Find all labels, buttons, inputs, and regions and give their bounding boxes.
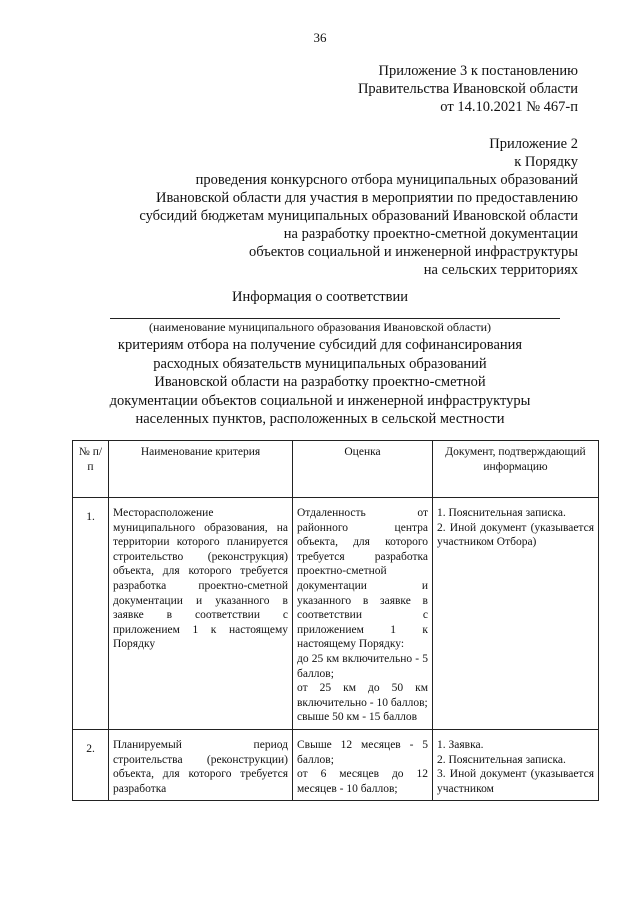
score-line: от 25 км до 50 км включительно - 10 баллов;: [297, 682, 428, 709]
document-subtitle: [0, 336, 640, 429]
row-num: 2.: [73, 729, 109, 800]
score-line: свыше 50 км - 15 баллов: [297, 711, 418, 724]
row-document: [433, 729, 599, 800]
appendix-line: проведения конкурсного отбора муниципальных образований: [195, 172, 578, 188]
document-line: 1. Заявка.: [437, 738, 484, 751]
subtitle-line: критериям отбора на получение субсидий для софинансирования: [117, 337, 523, 353]
municipality-fill-line: [110, 318, 560, 319]
appendix-line: объектов социальной и инженерной инфраструктуры: [248, 244, 578, 260]
approval-header: [358, 62, 578, 116]
municipality-caption: (наименование муниципального образования Ивановской области): [148, 320, 492, 334]
row-document: [433, 498, 599, 730]
score-line: до 25 км включительно - 5 баллов;: [297, 652, 428, 680]
subtitle-line: населенных пунктов, расположенных в сельской местности: [135, 411, 505, 427]
appendix-header: [139, 135, 578, 279]
appendix-line: на сельских территориях: [423, 262, 578, 278]
table-row: [73, 729, 599, 800]
score-line: от 6 месяцев до 12 месяцев - 10 баллов;: [297, 768, 428, 795]
appendix-line: Приложение 2: [489, 136, 578, 152]
approval-line: Приложение 3 к постановлению: [378, 63, 578, 79]
criteria-table: [72, 440, 599, 801]
header-criterion: Наименование критерия: [109, 441, 293, 498]
appendix-line: на разработку проектно-сметной документации: [283, 226, 578, 242]
row-score: [293, 729, 433, 800]
document-line: 2. Пояснительная записка.: [437, 753, 566, 766]
row-score: [293, 498, 433, 730]
document-title: Информация о соответствии: [231, 289, 409, 305]
header-score: Оценка: [293, 441, 433, 498]
score-line: Отдаленность от районного центра объекта, для которого требуется разработка проектно-сметной документации и указанного в заявке в соответствии с приложением 1 к настоящему Порядку:: [297, 507, 428, 651]
row-criterion: Планируемый период строительства (реконструкции) объекта, для которого требуется разработка: [109, 729, 293, 800]
appendix-line: Ивановской области для участия в мероприятии по предоставлению: [156, 190, 578, 206]
document-line: 1. Пояснительная записка.: [437, 507, 566, 519]
approval-line: от 14.10.2021 № 467-п: [440, 99, 578, 115]
table-row: [73, 498, 599, 730]
document-line: 3. Иной документ (указывается участником: [437, 768, 594, 795]
row-num: 1.: [73, 498, 109, 730]
page-number: 36: [313, 30, 327, 45]
appendix-line: к Порядку: [514, 154, 578, 170]
approval-line: Правительства Ивановской области: [357, 81, 578, 97]
header-num: № п/п: [73, 441, 109, 498]
appendix-line: субсидий бюджетам муниципальных образований Ивановской области: [139, 208, 578, 224]
document-line: 2. Иной документ (указывается участником Отбора): [437, 521, 594, 549]
subtitle-line: документации объектов социальной и инженерной инфраструктуры: [109, 392, 531, 409]
score-line: Свыше 12 месяцев - 5 баллов;: [297, 738, 428, 766]
subtitle-line: расходных обязательств муниципальных образований: [153, 355, 487, 372]
table-header-row: [73, 441, 599, 498]
header-document: Документ, подтверждающий информацию: [433, 441, 599, 498]
subtitle-line: Ивановской области на разработку проектно-сметной: [154, 374, 486, 390]
row-criterion: Месторасположение муниципального образования, на территории которого планируется строительство (реконструкция) объекта, для которого требуется разработка проектно-сметной документации и указанного в заявке в соответствии с приложением 1 к настоящему Порядку: [109, 498, 293, 730]
